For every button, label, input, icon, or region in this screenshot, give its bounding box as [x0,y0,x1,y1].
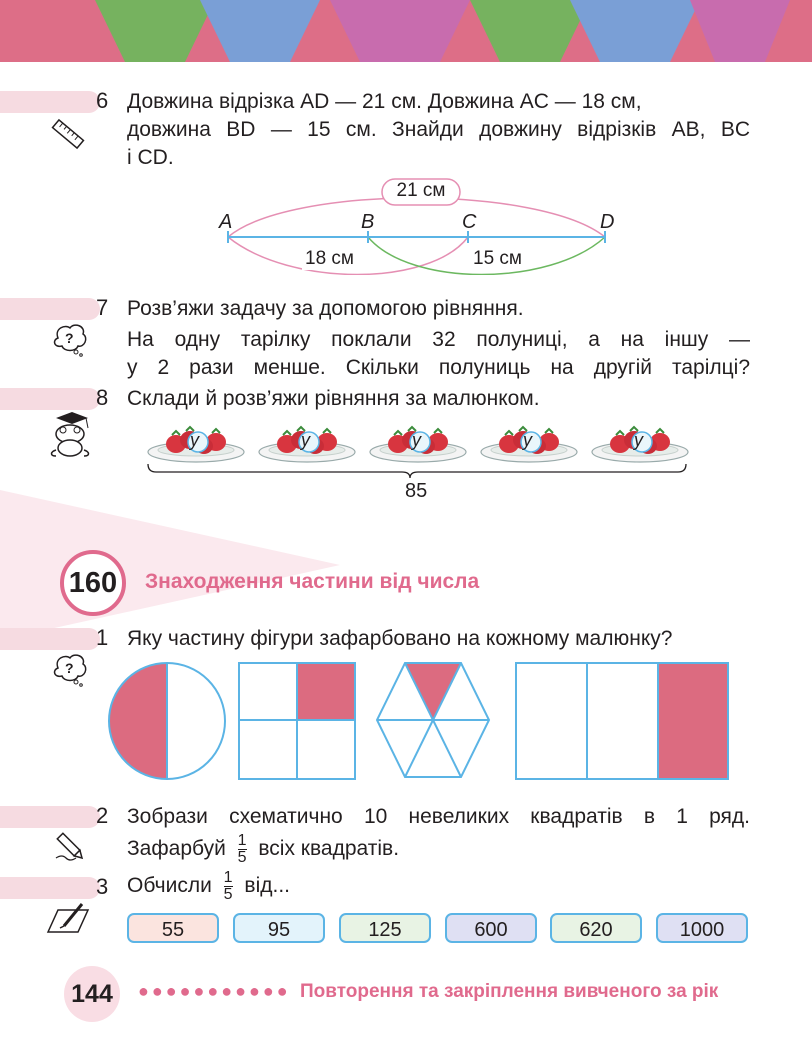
point-d: D [600,211,615,233]
text-span: від... [244,874,291,898]
text-line-2: На одну тарілку поклали 32 полуниці, а на іншу — [127,328,750,351]
fraction [238,833,247,866]
plate-label: у [190,430,199,450]
lesson-title: Знаходження частини від числа [145,570,480,593]
writing-notebook-icon [44,900,92,936]
text-line: Довжина відрізка AD — 21 см. Довжина AC — 18 см, [127,90,642,113]
plate-label: у [301,430,310,450]
fraction-numerator: 1 [223,869,233,886]
task-number: 7 [96,295,109,320]
ruler-icon [50,116,86,152]
svg-text:?: ? [65,330,74,346]
quarter-square-shape [239,663,355,779]
svg-text:?: ? [65,660,74,676]
point-a: A [219,211,233,233]
fraction-denominator: 5 [223,886,233,903]
label-bd: 15 см [470,248,525,270]
task-number: 6 [96,88,109,113]
footer-text: Повторення та закріплення вивченого за рік [300,981,719,1002]
task-band [0,628,100,650]
thinking-icon [50,322,90,358]
footer-dots: ●●●●●●●●●●● [138,981,291,1001]
text-line-3: у 2 рази менше. Скільки полуниць на другій тарілці? [127,356,750,379]
half-circle-shape [109,663,225,779]
total-label: 85 [405,480,428,502]
task-number: 8 [96,385,109,410]
fraction-shapes [100,660,740,785]
task-text [127,803,750,866]
left-wedge-decoration [0,490,360,640]
label-ac: 18 см [302,248,357,270]
task-text: Яку частину фігури зафарбовано на кожному малюнку? [127,627,673,650]
point-c: C [462,211,477,233]
text-line-1 [127,88,750,116]
lesson-number-badge: 160 [60,550,126,616]
task-band [0,877,100,899]
top-banner [0,0,812,62]
point-b: B [361,211,375,233]
third-rectangle-shape [516,663,728,779]
value-box: 125 [339,913,431,943]
text-span: всіх квадратів. [258,837,400,861]
fraction-denominator: 5 [237,849,247,866]
value-box: 600 [445,913,537,943]
text-line-2: довжина BD — 15 см. Знайди довжину відрізків AB, BC [127,118,750,141]
fraction [224,870,233,903]
value-box: 1000 [656,913,748,943]
text-line-3: і CD. [127,146,174,169]
plate-label: у [412,430,421,450]
frog-scholar-icon [42,412,94,458]
value-box: 620 [550,913,642,943]
label-ad: 21 см [396,180,446,201]
page-number: 144 [64,966,120,1022]
task-text [127,295,750,382]
text-span: Зафарбуй [127,837,226,861]
pencil-icon [52,828,90,864]
fraction-numerator: 1 [237,832,247,849]
task-band [0,806,100,828]
value-box: 55 [127,913,219,943]
task-band [0,388,100,410]
task-text: Склади й розв’яжи рівняння за малюнком. [127,387,540,410]
text-line-1: Розв’яжи задачу за допомогою рівняння. [127,297,524,320]
thinking-icon [50,652,90,688]
plate-label: у [523,430,532,450]
text-span: Обчисли [127,874,212,898]
plate-label: у [634,430,643,450]
task-text [127,870,290,903]
task-number: 1 [96,625,109,650]
text-line-2 [127,833,750,866]
task-text [127,88,750,172]
text-line-1: Зобрази схематично 10 невеликих квадратів в 1 ряд. [127,805,750,828]
task-number: 2 [96,803,109,828]
value-box: 95 [233,913,325,943]
task-band [0,91,100,113]
task-band [0,298,100,320]
task-number: 3 [96,874,109,899]
sixth-hexagon-shape [377,663,489,777]
